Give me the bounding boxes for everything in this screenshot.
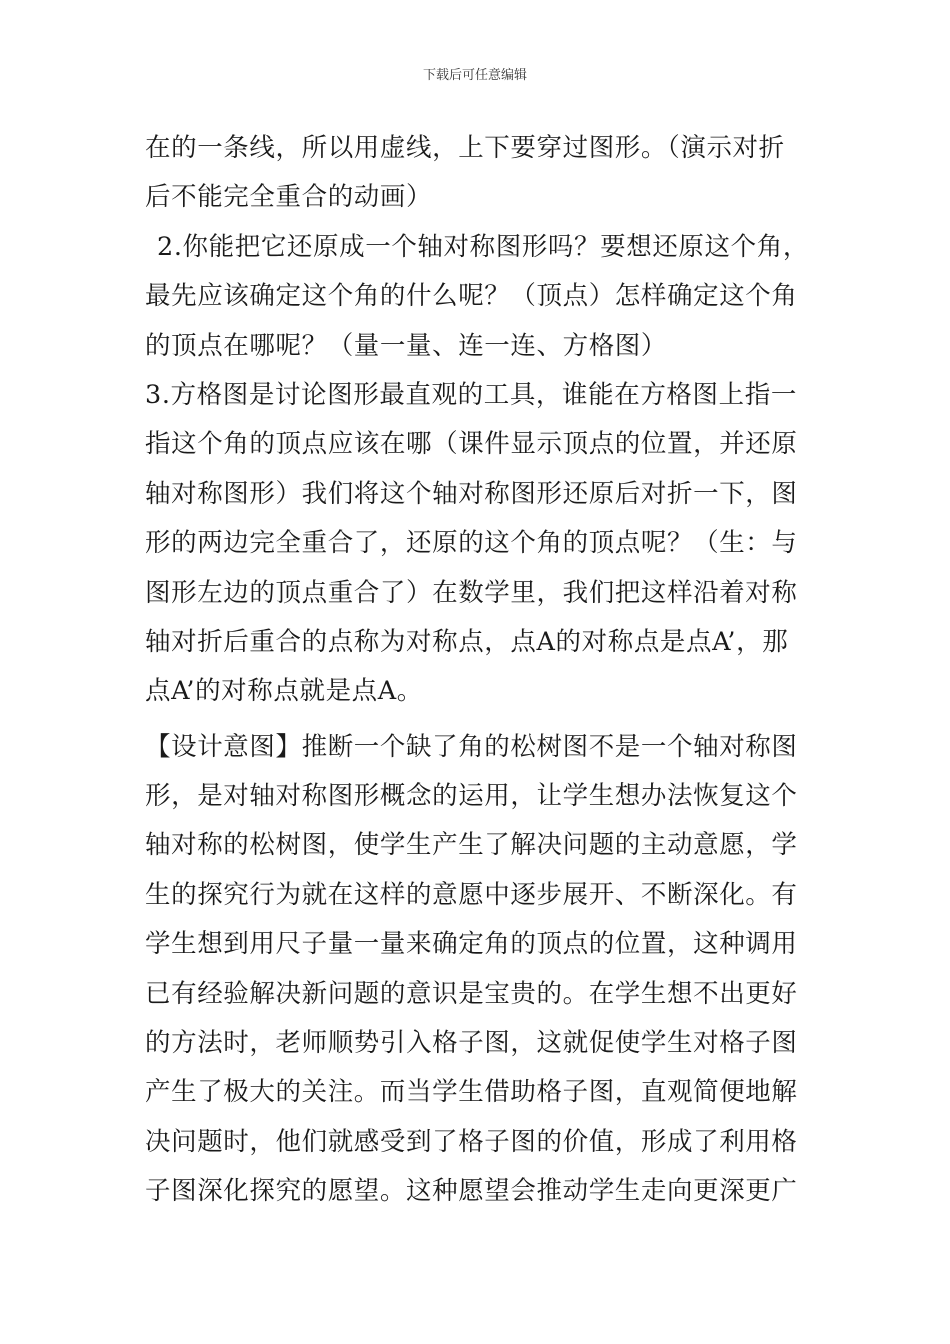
text-line: 子图深化探究的愿望。这种愿望会推动学生走向更深更广 — [145, 1176, 798, 1207]
text-line: 决问题时，他们就感受到了格子图的价值，形成了利用格 — [145, 1126, 798, 1157]
text-line: 2.你能把它还原成一个轴对称图形吗？要想还原这个角， — [157, 231, 809, 262]
text-line: 学生想到用尺子量一量来确定角的顶点的位置，这种调用 — [145, 929, 798, 960]
text-line: 的方法时，老师顺势引入格子图，这就促使学生对格子图 — [145, 1028, 798, 1059]
text-line: 后不能完全重合的动画） — [145, 182, 433, 213]
text-line: 3.方格图是讨论图形最直观的工具，谁能在方格图上指一 — [145, 379, 797, 410]
text-line: 形的两边完全重合了，还原的这个角的顶点呢？（生：与 — [145, 528, 798, 559]
text-line: 产生了极大的关注。而当学生借助格子图，直观简便地解 — [145, 1077, 798, 1108]
text-line: 轴对称图形）我们将这个轴对称图形还原后对折一下，图 — [145, 478, 798, 509]
page-header: 下载后可任意编辑 — [422, 68, 527, 83]
design-intent-heading-line: 【设计意图】推断一个缺了角的松树图不是一个轴对称图 — [145, 731, 798, 762]
text-line: 形，是对轴对称图形概念的运用，让学生想办法恢复这个 — [145, 781, 798, 812]
text-line: 在的一条线，所以用虚线，上下要穿过图形。（演示对折 — [145, 133, 785, 163]
text-line: 生的探究行为就在这样的意愿中逐步展开、不断深化。有 — [145, 879, 798, 910]
document-body — [145, 124, 815, 1217]
text-line: 的顶点在哪呢？（量一量、连一连、方格图） — [145, 330, 668, 361]
text-line: 轴对折后重合的点称为对称点，点A的对称点是点A’，那 — [145, 626, 789, 657]
text-line: 已有经验解决新问题的意识是宝贵的。在学生想不出更好 — [145, 978, 798, 1009]
text-line: 指这个角的顶点应该在哪（课件显示顶点的位置，并还原 — [145, 429, 798, 460]
text-line: 点A’的对称点就是点A。 — [145, 676, 423, 707]
text-line: 轴对称的松树图，使学生产生了解决问题的主动意愿，学 — [145, 830, 798, 861]
text-line: 最先应该确定这个角的什么呢？（顶点）怎样确定这个角 — [145, 281, 798, 312]
text-line: 图形左边的顶点重合了）在数学里，我们把这样沿着对称 — [145, 577, 798, 608]
